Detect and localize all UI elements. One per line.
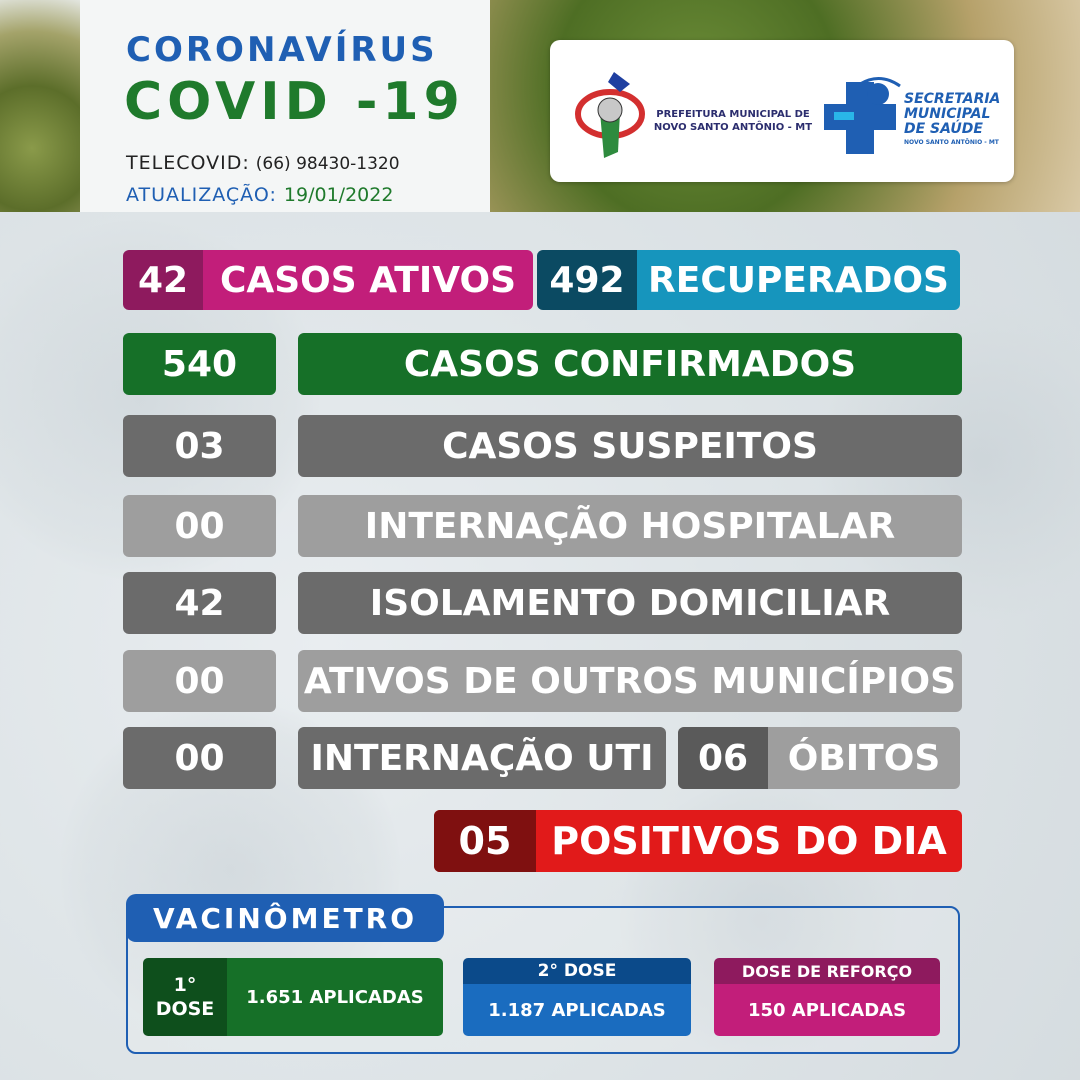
prefeitura-line2: NOVO SANTO ANTÔNIO - MT	[653, 122, 813, 133]
vacinometro-title: VACINÔMETRO	[126, 894, 444, 942]
positivos-dia-bar	[434, 810, 962, 872]
prefeitura-name	[648, 108, 818, 134]
dose1-label	[143, 958, 227, 1036]
dose1-card	[143, 958, 443, 1036]
positivos-dia-label: POSITIVOS DO DIA	[551, 819, 947, 863]
dose1-value: 1.651 APLICADAS	[227, 958, 443, 1036]
dose1-label-number: 1°	[173, 974, 197, 996]
obitos-label: ÓBITOS	[787, 737, 941, 779]
dose2-label: 2° DOSE	[463, 958, 691, 984]
obitos-value: 06	[678, 727, 768, 789]
confirmados-value: 540	[123, 333, 276, 395]
dose2-value: 1.187 APLICADAS	[463, 984, 691, 1036]
isolamento-value: 42	[123, 572, 276, 634]
telecovid-label: TELECOVID:	[126, 152, 250, 174]
internacao-hospitalar-value: 00	[123, 495, 276, 557]
uti-label: INTERNAÇÃO UTI	[298, 727, 666, 789]
title-coronavirus: CORONAVÍRUS	[126, 30, 438, 70]
reforco-label: DOSE DE REFORÇO	[714, 958, 940, 984]
update-date: 19/01/2022	[283, 184, 394, 206]
recuperados-value: 492	[537, 250, 637, 310]
update-line	[126, 184, 393, 206]
obitos-bar	[678, 727, 960, 789]
casos-ativos-label: CASOS ATIVOS	[203, 250, 533, 310]
update-label: ATUALIZAÇÃO:	[126, 184, 277, 206]
telecovid-phone: (66) 98430-1320	[255, 154, 400, 174]
suspeitos-value: 03	[123, 415, 276, 477]
outros-municipios-label: ATIVOS DE OUTROS MUNICÍPIOS	[298, 650, 962, 712]
casos-ativos-value: 42	[123, 250, 203, 310]
reforco-card	[714, 958, 940, 1036]
recuperados-label: RECUPERADOS	[637, 250, 960, 310]
dose1-label-word: DOSE	[155, 998, 215, 1020]
prefeitura-line1: PREFEITURA MUNICIPAL DE	[656, 109, 810, 120]
outros-municipios-value: 00	[123, 650, 276, 712]
uti-value: 00	[123, 727, 276, 789]
secretaria-line1: SECRETARIA	[904, 91, 1001, 107]
suspeitos-label: CASOS SUSPEITOS	[298, 415, 962, 477]
secretaria-line3: DE SAÚDE	[904, 121, 983, 137]
dose2-card	[463, 958, 691, 1036]
positivos-dia-value: 05	[434, 810, 536, 872]
secretaria-cross-icon	[820, 72, 906, 156]
secretaria-line2: MUNICIPAL	[904, 106, 991, 122]
virus-photo-left	[0, 0, 80, 212]
isolamento-label: ISOLAMENTO DOMICILIAR	[298, 572, 962, 634]
prefeitura-logo-icon	[570, 62, 650, 162]
secretaria-subtitle: NOVO SANTO ANTÔNIO - MT	[904, 139, 999, 146]
confirmados-label: CASOS CONFIRMADOS	[298, 333, 962, 395]
title-covid: COVID -19	[124, 72, 465, 132]
internacao-hospitalar-label: INTERNAÇÃO HOSPITALAR	[298, 495, 962, 557]
secretaria-name	[904, 92, 1000, 137]
telecovid-line	[126, 152, 400, 174]
reforco-value: 150 APLICADAS	[714, 984, 940, 1036]
